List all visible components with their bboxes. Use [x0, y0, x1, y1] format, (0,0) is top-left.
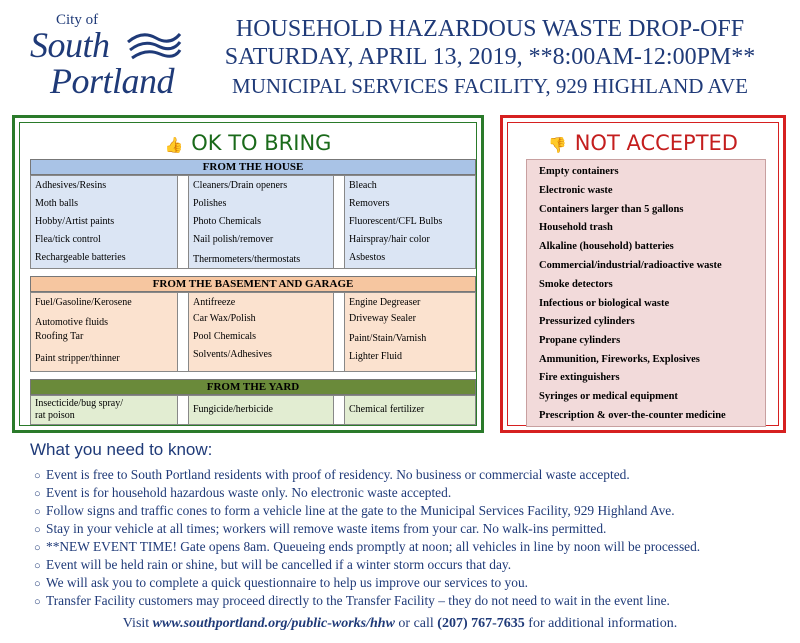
list-item: Polishes [193, 198, 227, 209]
house-col-2 [189, 176, 333, 268]
info-bullet [34, 521, 606, 537]
event-title: HOUSEHOLD HAZARDOUS WASTE DROP-OFF [235, 16, 745, 42]
circle-bullet-icon: ○ [34, 542, 41, 554]
list-item: Syringes or medical equipment [539, 391, 678, 402]
list-item: Insecticide/bug spray/ [35, 398, 124, 409]
list-item: Asbestos [349, 252, 386, 263]
list-item: Pool Chemicals [193, 331, 257, 342]
info-bullet [34, 503, 675, 519]
column-divider [177, 293, 189, 371]
section-heading-yard: FROM THE YARD [30, 379, 476, 395]
basement-col-3 [345, 293, 475, 371]
list-item: Commercial/industrial/radioactive waste [539, 260, 722, 271]
list-item: rat poison [35, 410, 75, 421]
column-divider [177, 176, 189, 268]
bullet-text: **NEW EVENT TIME! Gate opens 8am. Queueing ends promptly at noon; all vehicles in line by noon will be processed. [46, 539, 701, 554]
not-accepted-panel [500, 115, 786, 433]
bullet-text: Event is for household hazardous waste only. No electronic waste accepted. [46, 485, 452, 500]
circle-bullet-icon: ○ [34, 524, 41, 536]
list-item: Cleaners/Drain openers [193, 180, 288, 191]
list-item: Electronic waste [539, 185, 613, 196]
info-bullet [34, 467, 630, 483]
circle-bullet-icon: ○ [34, 506, 41, 518]
list-item: Adhesives/Resins [35, 180, 107, 191]
list-item: Rechargeable batteries [35, 252, 126, 263]
bullet-text: Event will be held rain or shine, but will be cancelled if a winter storm occurs that day. [46, 557, 512, 572]
event-location: MUNICIPAL SERVICES FACILITY, 929 HIGHLAND AVE [232, 74, 748, 98]
basement-col-1 [31, 293, 177, 371]
list-item: Prescription & over-the-counter medicine [539, 410, 726, 421]
list-item: Driveway Sealer [349, 313, 416, 324]
list-item: Paint/Stain/Varnish [349, 333, 427, 344]
section-heading-house: FROM THE HOUSE [30, 159, 476, 175]
list-item: Propane cylinders [539, 335, 621, 346]
list-item: Fungicide/herbicide [193, 404, 273, 415]
yard-col-2 [189, 396, 333, 424]
circle-bullet-icon: ○ [34, 578, 41, 590]
logo-portland: Portland [50, 61, 175, 101]
list-item: Solvents/Adhesives [193, 349, 272, 360]
ok-to-bring-title [20, 131, 476, 155]
list-item: Automotive fluids [35, 317, 109, 328]
info-bullet [34, 557, 511, 573]
house-col-3 [345, 176, 475, 268]
list-item: Fluorescent/CFL Bulbs [349, 216, 443, 227]
list-item: Photo Chemicals [193, 216, 262, 227]
column-divider [177, 396, 189, 424]
logo-city-of: City of [56, 12, 99, 28]
section-heading-basement: FROM THE BASEMENT AND GARAGE [30, 276, 476, 292]
basement-col-2 [189, 293, 333, 371]
bullet-text: Follow signs and traffic cones to form a vehicle line at the gate to the Municipal Services Facility, 929 Highland Ave. [46, 503, 675, 518]
list-item: Ammunition, Fireworks, Explosives [539, 354, 700, 365]
list-item: Engine Degreaser [349, 297, 421, 308]
phone-number: (207) 767-7635 [437, 616, 525, 631]
list-item: Thermometers/thermostats [193, 254, 301, 265]
list-item: Car Wax/Polish [193, 313, 256, 324]
list-item: Nail polish/remover [193, 234, 274, 245]
list-item: Hobby/Artist paints [35, 216, 115, 227]
list-item: Pressurized cylinders [539, 316, 635, 327]
list-item: Chemical fertilizer [349, 404, 425, 415]
info-heading: What you need to know: [30, 440, 213, 459]
circle-bullet-icon: ○ [34, 488, 41, 500]
thumbs-down-icon: 👎 [548, 136, 567, 154]
ok-to-bring-panel [12, 115, 484, 433]
yard-col-1 [31, 396, 177, 424]
city-logo [18, 10, 183, 100]
list-item: Removers [349, 198, 390, 209]
circle-bullet-icon: ○ [34, 596, 41, 608]
bullet-text: We will ask you to complete a quick questionnaire to help us improve our services to you. [46, 575, 528, 590]
list-item: Alkaline (household) batteries [539, 241, 674, 252]
basement-items-grid [30, 292, 476, 372]
list-item: Flea/tick control [35, 234, 101, 245]
website-link[interactable]: www.southportland.org/public-works/hhw [152, 616, 395, 631]
column-divider [333, 396, 345, 424]
house-col-1 [31, 176, 177, 268]
circle-bullet-icon: ○ [34, 470, 41, 482]
list-item: Containers larger than 5 gallons [539, 204, 684, 215]
list-item: Moth balls [35, 198, 79, 209]
list-item: Fuel/Gasoline/Kerosene [35, 297, 132, 308]
wave-logo-icon [126, 30, 182, 64]
logo-south: South [30, 25, 110, 65]
footer-prefix: Visit [122, 616, 153, 631]
not-accepted-title [508, 131, 778, 155]
info-bullet [34, 575, 528, 591]
list-item: Bleach [349, 180, 377, 191]
not-accepted-list [526, 159, 766, 427]
info-bullet [34, 539, 700, 555]
list-item: Infectious or biological waste [539, 298, 670, 309]
footer-contact [0, 616, 800, 632]
thumbs-up-icon: 👍 [164, 136, 184, 154]
event-date-time: SATURDAY, APRIL 13, 2019, **8:00AM-12:00PM** [224, 44, 756, 70]
list-item: Roofing Tar [35, 331, 84, 342]
list-item: Hairspray/hair color [349, 234, 430, 245]
circle-bullet-icon: ○ [34, 560, 41, 572]
footer-suffix: for additional information. [524, 616, 678, 631]
list-item: Smoke detectors [539, 279, 613, 290]
list-item: Lighter Fluid [349, 351, 403, 362]
ok-inner-border [19, 122, 477, 426]
list-item: Empty containers [539, 166, 619, 177]
not-accepted-inner-border [507, 122, 779, 426]
ok-title-text: OK TO BRING [191, 131, 332, 155]
footer-middle: or call [394, 616, 438, 631]
column-divider [333, 176, 345, 268]
info-bullet [34, 485, 451, 501]
yard-col-3 [345, 396, 475, 424]
list-item: Antifreeze [193, 297, 236, 308]
bullet-text: Stay in your vehicle at all times; workers will remove waste items from your car. No walk-ins permitted. [46, 521, 607, 536]
list-item: Fire extinguishers [539, 372, 620, 383]
list-item: Household trash [539, 222, 613, 233]
info-bullet [34, 593, 670, 609]
list-item: Paint stripper/thinner [35, 353, 120, 364]
bullet-text: Event is free to South Portland residents with proof of residency. No business or commercial waste accepted. [46, 467, 630, 482]
house-items-grid [30, 175, 476, 269]
not-accepted-title-text: NOT ACCEPTED [574, 131, 738, 155]
column-divider [333, 293, 345, 371]
bullet-text: Transfer Facility customers may proceed directly to the Transfer Facility – they do not need to wait in the event line. [46, 593, 670, 608]
yard-items-grid [30, 395, 476, 425]
